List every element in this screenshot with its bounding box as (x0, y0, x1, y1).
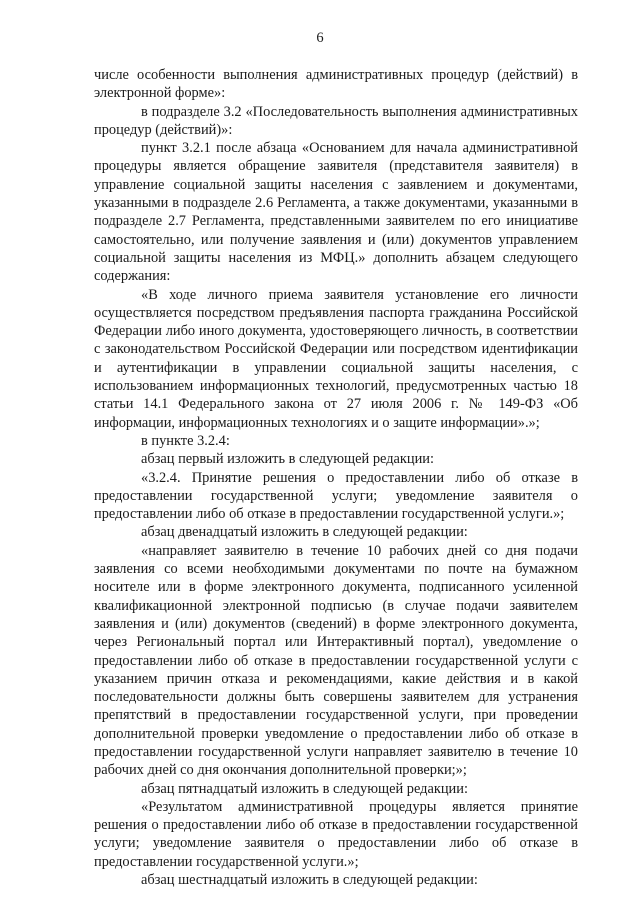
paragraph-item-3-2-1: пункт 3.2.1 после абзаца «Основанием для начала административной процедуры является обращение заявителя (представителя заявителя) в управление социальной защиты населения с заявлением и документами, указанными в подразделе 2.6 Регламента, а также документами, указанными в подразделе 2.7 Регламента, представленными заявителем по его инициативе самостоятельно, или получение заявления и (или) документов управлением социальной защиты населения из МФЦ.» дополнить абзацем следующего содержания: (94, 140, 578, 285)
page-number: 6 (316, 30, 324, 46)
document-body (94, 66, 578, 889)
paragraph-notification-text: «направляет заявителю в течение 10 рабочих дней со дня подачи заявления со всеми необходимыми документами по почте на бумажном носителе или в форме электронного документа, подписанного усиленной квалификационной электронной подписью (в случае подачи заявителем заявления и (или) документов (сведений) в форме электронного документа, через Региональный портал или Интерактивный портал), уведомление о предоставлении либо об отказе в предоставлении государственной услуги с указанием причин отказа и рекомендациями, какие действия и в какой последовательности должны быть совершены заявителем для устранения препятствий в предоставлении государственной услуги, при проведении дополнительной проверки уведомление о предоставлении либо об отказе в предоставлении государственной услуги направляет заявителю в течение 10 рабочих дней со дня окончания дополнительной проверки;»; (94, 542, 578, 779)
paragraph-sixteenth-abzac: абзац шестнадцатый изложить в следующей редакции: (141, 872, 478, 889)
paragraph-3-2-4-text: «3.2.4. Принятие решения о предоставлении либо об отказе в предоставлении государственной услуги; уведомление заявителя о предоставлении либо об отказе в предоставлении государственной услуги.»; (94, 469, 578, 523)
paragraph-item-3-2-4: в пункте 3.2.4: (141, 432, 230, 449)
paragraph-identity-check: «В ходе личного приема заявителя установление его личности осуществляется посредством предъявления паспорта гражданина Российской Федерации либо иного документа, удостоверяющего личность, в соответствии с законодательством Российской Федерации или посредством идентификации и аутентификации в управлении социальной защиты населения, с использованием информационных технологий, предусмотренных частью 18 статьи 14.1 Федерального закона от 27 июля 2006 г. № 149-ФЗ «Об информации, информационных технологиях и о защите информации».»; (94, 286, 578, 431)
paragraph-result-text: «Результатом административной процедуры является принятие решения о предоставлении либо об отказе в предоставлении государственной услуги; уведомление заявителя о предоставлении либо об отказе в предоставлении государственной услуги.»; (94, 798, 578, 870)
paragraph-fifteenth-abzac: абзац пятнадцатый изложить в следующей редакции: (141, 780, 468, 797)
paragraph-first-abzac: абзац первый изложить в следующей редакции: (141, 451, 435, 468)
paragraph-twelfth-abzac: абзац двенадцатый изложить в следующей редакции: (141, 524, 468, 541)
paragraph-continuation: числе особенности выполнения административных процедур (действий) в электронной форме»: (94, 67, 578, 102)
paragraph-subsection-3-2: в подразделе 3.2 «Последовательность выполнения административных процедур (действий)»: (94, 103, 578, 138)
